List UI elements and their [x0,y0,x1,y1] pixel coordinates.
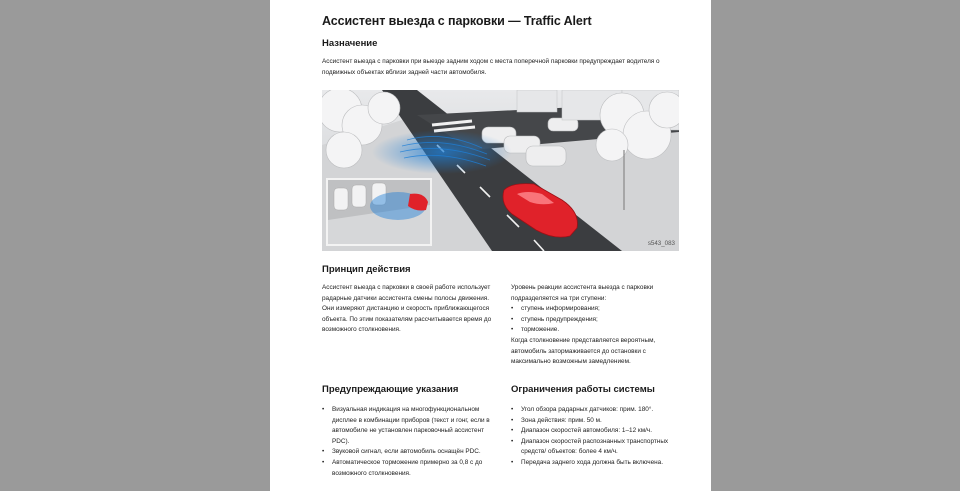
list-item: • Передача заднего хода должна быть включена. [511,458,683,469]
purpose-text: Ассистент выезда с парковки при выезде задним ходом с места поперечной парковки предупреждает водителя о подвижных объектах вблизи задней части автомобиля. [322,58,660,76]
warnings-list [322,405,494,479]
limits-column [511,405,683,469]
list-item: • Автоматическое торможение примерно за 0,8 с до возможного столкновения. [322,458,494,479]
inset-parking-view [326,178,432,246]
section-heading-principle: Принцип действия [322,264,411,275]
page-title: Ассистент выезда с парковки — Traffic Alert [322,14,592,28]
figure-code: s543_083 [647,240,675,247]
list-item: • Звуковой сигнал, если автомобиль оснащён PDC. [322,447,494,458]
list-item: • ступень информирования; [511,304,681,315]
list-item: • Визуальная индикация на многофункциональном дисплее в комбинации приборов (текст и гонг, если в автомобиле не установлен парковочный ассистент PDC). [322,405,494,447]
list-item: • торможение. [511,325,681,336]
principle-right-outro: Когда столкновение представляется вероятным, автомобиль затормаживается до остановки с максимально возможным замедлением. [511,336,656,366]
warnings-column [322,405,494,479]
list-item: • Угол обзора радарных датчиков: прим. 180°. [511,405,683,416]
list-item: • ступень предупреждения; [511,315,681,326]
limits-list [511,405,683,469]
principle-right-intro: Уровень реакции ассистента выезда с парковки подразделяется на три ступени: [511,284,654,302]
section-heading-warnings: Предупреждающие указания [322,384,459,395]
reaction-levels-list [511,304,681,336]
document-page [270,0,711,491]
principle-right-column [511,283,681,368]
list-item: • Диапазон скоростей автомобиля: 1–12 км/ч. [511,426,683,437]
principle-left-text: Ассистент выезда с парковки в своей работе использует радарные датчики ассистента смены полосы движения. Они измеряют дистанцию и скорость приближающегося объекта. По этим показателям рассчитывается время до возможного столкновения. [322,284,492,334]
traffic-alert-illustration [322,90,679,251]
list-item: • Зона действия: прим. 50 м. [511,416,683,427]
section-heading-purpose: Назначение [322,38,378,49]
section-heading-limits: Ограничения работы системы [511,384,655,395]
list-item: • Диапазон скоростей распознанных транспортных средств/ объектов: более 4 км/ч. [511,437,683,458]
inset-image [328,180,430,244]
